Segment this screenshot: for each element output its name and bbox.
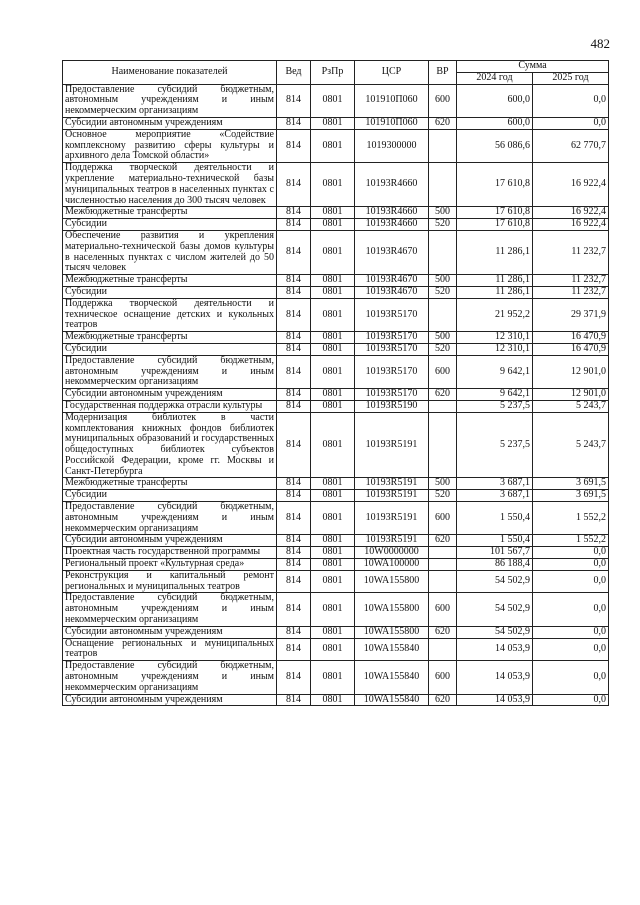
cell-y2024: 3 687,1 <box>457 490 533 502</box>
cell-rzpr: 0801 <box>311 332 355 344</box>
cell-y2024: 17 610,8 <box>457 219 533 231</box>
cell-y2025: 0,0 <box>533 661 609 694</box>
cell-y2025: 5 243,7 <box>533 400 609 412</box>
cell-y2024: 86 188,4 <box>457 559 533 571</box>
cell-y2025: 0,0 <box>533 570 609 593</box>
cell-y2024: 600,0 <box>457 84 533 117</box>
cell-csr: 10193R4660 <box>355 219 429 231</box>
cell-rzpr: 0801 <box>311 355 355 388</box>
header-ved: Вед <box>277 61 311 85</box>
cell-rzpr: 0801 <box>311 661 355 694</box>
cell-y2025: 16 922,4 <box>533 163 609 207</box>
cell-csr: 10WA155800 <box>355 570 429 593</box>
cell-ved: 814 <box>277 275 311 287</box>
cell-y2024: 11 286,1 <box>457 230 533 274</box>
cell-csr: 10193R5191 <box>355 412 429 478</box>
cell-vr <box>429 230 457 274</box>
cell-rzpr: 0801 <box>311 389 355 401</box>
cell-vr: 500 <box>429 332 457 344</box>
cell-vr: 600 <box>429 593 457 626</box>
cell-csr: 10193R4660 <box>355 163 429 207</box>
cell-y2025: 11 232,7 <box>533 230 609 274</box>
table-row <box>63 163 609 207</box>
cell-name: Субсидии автономным учреждениям <box>63 535 277 547</box>
cell-y2024: 21 952,2 <box>457 298 533 331</box>
cell-ved: 814 <box>277 230 311 274</box>
table-row <box>63 355 609 388</box>
cell-name: Обеспечение развития и укрепления материально-технической базы домов культуры в населенных пунктах с числом жителей до 50 тысяч человек <box>63 230 277 274</box>
cell-name: Государственная поддержка отрасли культуры <box>63 400 277 412</box>
cell-name: Субсидии <box>63 490 277 502</box>
cell-rzpr: 0801 <box>311 694 355 706</box>
cell-vr: 600 <box>429 502 457 535</box>
cell-ved: 814 <box>277 547 311 559</box>
cell-ved: 814 <box>277 593 311 626</box>
cell-rzpr: 0801 <box>311 117 355 129</box>
cell-ved: 814 <box>277 163 311 207</box>
header-2024: 2024 год <box>457 72 533 84</box>
table-row <box>63 535 609 547</box>
cell-ved: 814 <box>277 400 311 412</box>
table-row <box>63 490 609 502</box>
cell-name: Предоставление субсидий бюджетным, автономным учреждениям и иным некоммерческим организациям <box>63 84 277 117</box>
cell-y2024: 5 237,5 <box>457 400 533 412</box>
cell-csr: 10WA155840 <box>355 638 429 661</box>
cell-ved: 814 <box>277 343 311 355</box>
cell-ved: 814 <box>277 502 311 535</box>
cell-ved: 814 <box>277 478 311 490</box>
header-rzpr: РзПр <box>311 61 355 85</box>
cell-y2024: 11 286,1 <box>457 286 533 298</box>
cell-y2025: 11 232,7 <box>533 275 609 287</box>
cell-vr: 620 <box>429 389 457 401</box>
cell-vr: 500 <box>429 207 457 219</box>
table-row <box>63 593 609 626</box>
cell-csr: 10193R5191 <box>355 490 429 502</box>
cell-csr: 10193R5170 <box>355 343 429 355</box>
header-csr: ЦСР <box>355 61 429 85</box>
cell-csr: 10193R5191 <box>355 478 429 490</box>
cell-csr: 10WA155840 <box>355 661 429 694</box>
cell-csr: 10193R5170 <box>355 389 429 401</box>
cell-vr <box>429 129 457 162</box>
table-row <box>63 332 609 344</box>
cell-ved: 814 <box>277 694 311 706</box>
cell-y2025: 1 552,2 <box>533 502 609 535</box>
cell-rzpr: 0801 <box>311 343 355 355</box>
cell-vr <box>429 559 457 571</box>
cell-csr: 10WA155840 <box>355 694 429 706</box>
cell-y2024: 9 642,1 <box>457 389 533 401</box>
cell-csr: 10193R4670 <box>355 286 429 298</box>
cell-csr: 10193R5170 <box>355 355 429 388</box>
header-vr: ВР <box>429 61 457 85</box>
cell-csr: 10WA100000 <box>355 559 429 571</box>
cell-vr: 620 <box>429 535 457 547</box>
cell-vr: 520 <box>429 343 457 355</box>
cell-csr: 10193R4670 <box>355 275 429 287</box>
cell-name: Субсидии автономным учреждениям <box>63 389 277 401</box>
cell-ved: 814 <box>277 626 311 638</box>
budget-table <box>62 60 609 706</box>
cell-ved: 814 <box>277 570 311 593</box>
cell-vr: 620 <box>429 626 457 638</box>
table-row <box>63 117 609 129</box>
table-row <box>63 84 609 117</box>
table-row <box>63 219 609 231</box>
cell-rzpr: 0801 <box>311 547 355 559</box>
cell-csr: 10WA155800 <box>355 593 429 626</box>
cell-vr: 500 <box>429 275 457 287</box>
cell-name: Предоставление субсидий бюджетным, автономным учреждениям и иным некоммерческим организациям <box>63 661 277 694</box>
cell-y2024: 1 550,4 <box>457 535 533 547</box>
cell-rzpr: 0801 <box>311 230 355 274</box>
header-name: Наименование показателей <box>63 61 277 85</box>
cell-vr <box>429 163 457 207</box>
cell-csr: 10WA155800 <box>355 626 429 638</box>
cell-y2025: 12 901,0 <box>533 389 609 401</box>
cell-name: Реконструкция и капитальный ремонт региональных и муниципальных театров <box>63 570 277 593</box>
cell-y2024: 101 567,7 <box>457 547 533 559</box>
cell-y2025: 0,0 <box>533 117 609 129</box>
cell-rzpr: 0801 <box>311 535 355 547</box>
cell-y2025: 0,0 <box>533 593 609 626</box>
table-row <box>63 559 609 571</box>
cell-y2024: 11 286,1 <box>457 275 533 287</box>
cell-ved: 814 <box>277 286 311 298</box>
table-row <box>63 129 609 162</box>
cell-ved: 814 <box>277 298 311 331</box>
header-sum: Сумма <box>457 61 609 73</box>
table-row <box>63 626 609 638</box>
cell-y2025: 1 552,2 <box>533 535 609 547</box>
cell-rzpr: 0801 <box>311 570 355 593</box>
cell-y2024: 3 687,1 <box>457 478 533 490</box>
cell-rzpr: 0801 <box>311 219 355 231</box>
cell-vr <box>429 412 457 478</box>
cell-y2024: 5 237,5 <box>457 412 533 478</box>
cell-ved: 814 <box>277 535 311 547</box>
cell-y2025: 16 922,4 <box>533 207 609 219</box>
cell-csr: 101910П060 <box>355 117 429 129</box>
cell-vr: 620 <box>429 694 457 706</box>
cell-vr: 600 <box>429 355 457 388</box>
cell-y2025: 29 371,9 <box>533 298 609 331</box>
cell-rzpr: 0801 <box>311 638 355 661</box>
cell-rzpr: 0801 <box>311 129 355 162</box>
cell-rzpr: 0801 <box>311 502 355 535</box>
cell-name: Межбюджетные трансферты <box>63 207 277 219</box>
cell-y2025: 3 691,5 <box>533 478 609 490</box>
cell-vr: 600 <box>429 84 457 117</box>
table-row <box>63 547 609 559</box>
cell-csr: 10W0000000 <box>355 547 429 559</box>
cell-name: Модернизация библиотек в части комплектования книжных фондов библиотек муниципальных образований и государственных общедоступных библиотек субъектов Российской Федерации, кроме гг. Москвы и Санкт-Петербурга <box>63 412 277 478</box>
cell-name: Субсидии <box>63 219 277 231</box>
cell-ved: 814 <box>277 490 311 502</box>
cell-vr: 600 <box>429 661 457 694</box>
cell-y2024: 1 550,4 <box>457 502 533 535</box>
table-row <box>63 661 609 694</box>
cell-vr <box>429 638 457 661</box>
table-row <box>63 412 609 478</box>
table-row <box>63 230 609 274</box>
table-row <box>63 478 609 490</box>
cell-rzpr: 0801 <box>311 478 355 490</box>
cell-ved: 814 <box>277 661 311 694</box>
table-row <box>63 298 609 331</box>
cell-ved: 814 <box>277 638 311 661</box>
cell-vr <box>429 547 457 559</box>
cell-csr: 10193R5170 <box>355 332 429 344</box>
cell-name: Межбюджетные трансферты <box>63 275 277 287</box>
cell-y2025: 16 470,9 <box>533 332 609 344</box>
cell-name: Субсидии автономным учреждениям <box>63 117 277 129</box>
cell-y2024: 17 610,8 <box>457 163 533 207</box>
cell-y2025: 0,0 <box>533 84 609 117</box>
cell-csr: 10193R5191 <box>355 535 429 547</box>
cell-csr: 10193R5190 <box>355 400 429 412</box>
table-row <box>63 502 609 535</box>
table-row <box>63 207 609 219</box>
cell-vr: 520 <box>429 490 457 502</box>
cell-y2025: 11 232,7 <box>533 286 609 298</box>
table-body <box>63 84 609 706</box>
cell-y2024: 14 053,9 <box>457 638 533 661</box>
cell-y2024: 56 086,6 <box>457 129 533 162</box>
cell-y2024: 54 502,9 <box>457 626 533 638</box>
cell-ved: 814 <box>277 129 311 162</box>
cell-y2025: 0,0 <box>533 638 609 661</box>
cell-y2024: 9 642,1 <box>457 355 533 388</box>
cell-name: Поддержка творческой деятельности и укрепление материально-технической базы муниципальных театров в населенных пунктах с численностью населения до 300 тысяч человек <box>63 163 277 207</box>
header-2025: 2025 год <box>533 72 609 84</box>
cell-rzpr: 0801 <box>311 163 355 207</box>
cell-csr: 10193R5191 <box>355 502 429 535</box>
cell-y2024: 54 502,9 <box>457 570 533 593</box>
cell-y2025: 0,0 <box>533 694 609 706</box>
cell-ved: 814 <box>277 332 311 344</box>
cell-y2024: 14 053,9 <box>457 661 533 694</box>
cell-y2024: 17 610,8 <box>457 207 533 219</box>
table-row <box>63 638 609 661</box>
cell-rzpr: 0801 <box>311 626 355 638</box>
cell-rzpr: 0801 <box>311 84 355 117</box>
cell-csr: 10193R5170 <box>355 298 429 331</box>
cell-name: Субсидии <box>63 343 277 355</box>
cell-y2024: 600,0 <box>457 117 533 129</box>
cell-name: Основное мероприятие «Содействие комплексному развитию сферы культуры и архивного дела Томской области» <box>63 129 277 162</box>
cell-name: Предоставление субсидий бюджетным, автономным учреждениям и иным некоммерческим организациям <box>63 593 277 626</box>
cell-y2025: 16 922,4 <box>533 219 609 231</box>
cell-y2025: 0,0 <box>533 559 609 571</box>
page-number: 482 <box>590 36 610 51</box>
cell-name: Субсидии <box>63 286 277 298</box>
cell-name: Предоставление субсидий бюджетным, автономным учреждениям и иным некоммерческим организациям <box>63 355 277 388</box>
cell-y2024: 14 053,9 <box>457 694 533 706</box>
cell-rzpr: 0801 <box>311 559 355 571</box>
cell-ved: 814 <box>277 559 311 571</box>
cell-rzpr: 0801 <box>311 412 355 478</box>
cell-csr: 1019300000 <box>355 129 429 162</box>
cell-vr: 520 <box>429 219 457 231</box>
cell-y2024: 12 310,1 <box>457 332 533 344</box>
cell-rzpr: 0801 <box>311 400 355 412</box>
cell-rzpr: 0801 <box>311 275 355 287</box>
cell-ved: 814 <box>277 207 311 219</box>
table-row <box>63 694 609 706</box>
cell-csr: 10193R4660 <box>355 207 429 219</box>
cell-name: Субсидии автономным учреждениям <box>63 626 277 638</box>
cell-vr <box>429 298 457 331</box>
cell-vr <box>429 400 457 412</box>
cell-name: Оснащение региональных и муниципальных театров <box>63 638 277 661</box>
cell-name: Субсидии автономным учреждениям <box>63 694 277 706</box>
cell-vr: 520 <box>429 286 457 298</box>
table-row <box>63 389 609 401</box>
cell-y2025: 5 243,7 <box>533 412 609 478</box>
cell-name: Региональный проект «Культурная среда» <box>63 559 277 571</box>
cell-y2025: 0,0 <box>533 547 609 559</box>
cell-ved: 814 <box>277 84 311 117</box>
cell-y2025: 16 470,9 <box>533 343 609 355</box>
cell-ved: 814 <box>277 412 311 478</box>
table-row <box>63 275 609 287</box>
table-row <box>63 400 609 412</box>
cell-name: Межбюджетные трансферты <box>63 332 277 344</box>
cell-ved: 814 <box>277 355 311 388</box>
cell-ved: 814 <box>277 389 311 401</box>
cell-y2025: 0,0 <box>533 626 609 638</box>
cell-vr <box>429 570 457 593</box>
cell-ved: 814 <box>277 117 311 129</box>
cell-csr: 10193R4670 <box>355 230 429 274</box>
table-row <box>63 570 609 593</box>
cell-y2024: 12 310,1 <box>457 343 533 355</box>
cell-y2025: 12 901,0 <box>533 355 609 388</box>
cell-name: Поддержка творческой деятельности и техническое оснащение детских и кукольных театров <box>63 298 277 331</box>
cell-rzpr: 0801 <box>311 490 355 502</box>
cell-csr: 101910П060 <box>355 84 429 117</box>
cell-rzpr: 0801 <box>311 593 355 626</box>
cell-y2024: 54 502,9 <box>457 593 533 626</box>
cell-y2025: 62 770,7 <box>533 129 609 162</box>
cell-name: Проектная часть государственной программы <box>63 547 277 559</box>
cell-name: Предоставление субсидий бюджетным, автономным учреждениям и иным некоммерческим организациям <box>63 502 277 535</box>
cell-name: Межбюджетные трансферты <box>63 478 277 490</box>
cell-y2025: 3 691,5 <box>533 490 609 502</box>
cell-ved: 814 <box>277 219 311 231</box>
cell-vr: 500 <box>429 478 457 490</box>
table-row <box>63 343 609 355</box>
cell-rzpr: 0801 <box>311 286 355 298</box>
cell-rzpr: 0801 <box>311 207 355 219</box>
table-row <box>63 286 609 298</box>
cell-vr: 620 <box>429 117 457 129</box>
cell-rzpr: 0801 <box>311 298 355 331</box>
